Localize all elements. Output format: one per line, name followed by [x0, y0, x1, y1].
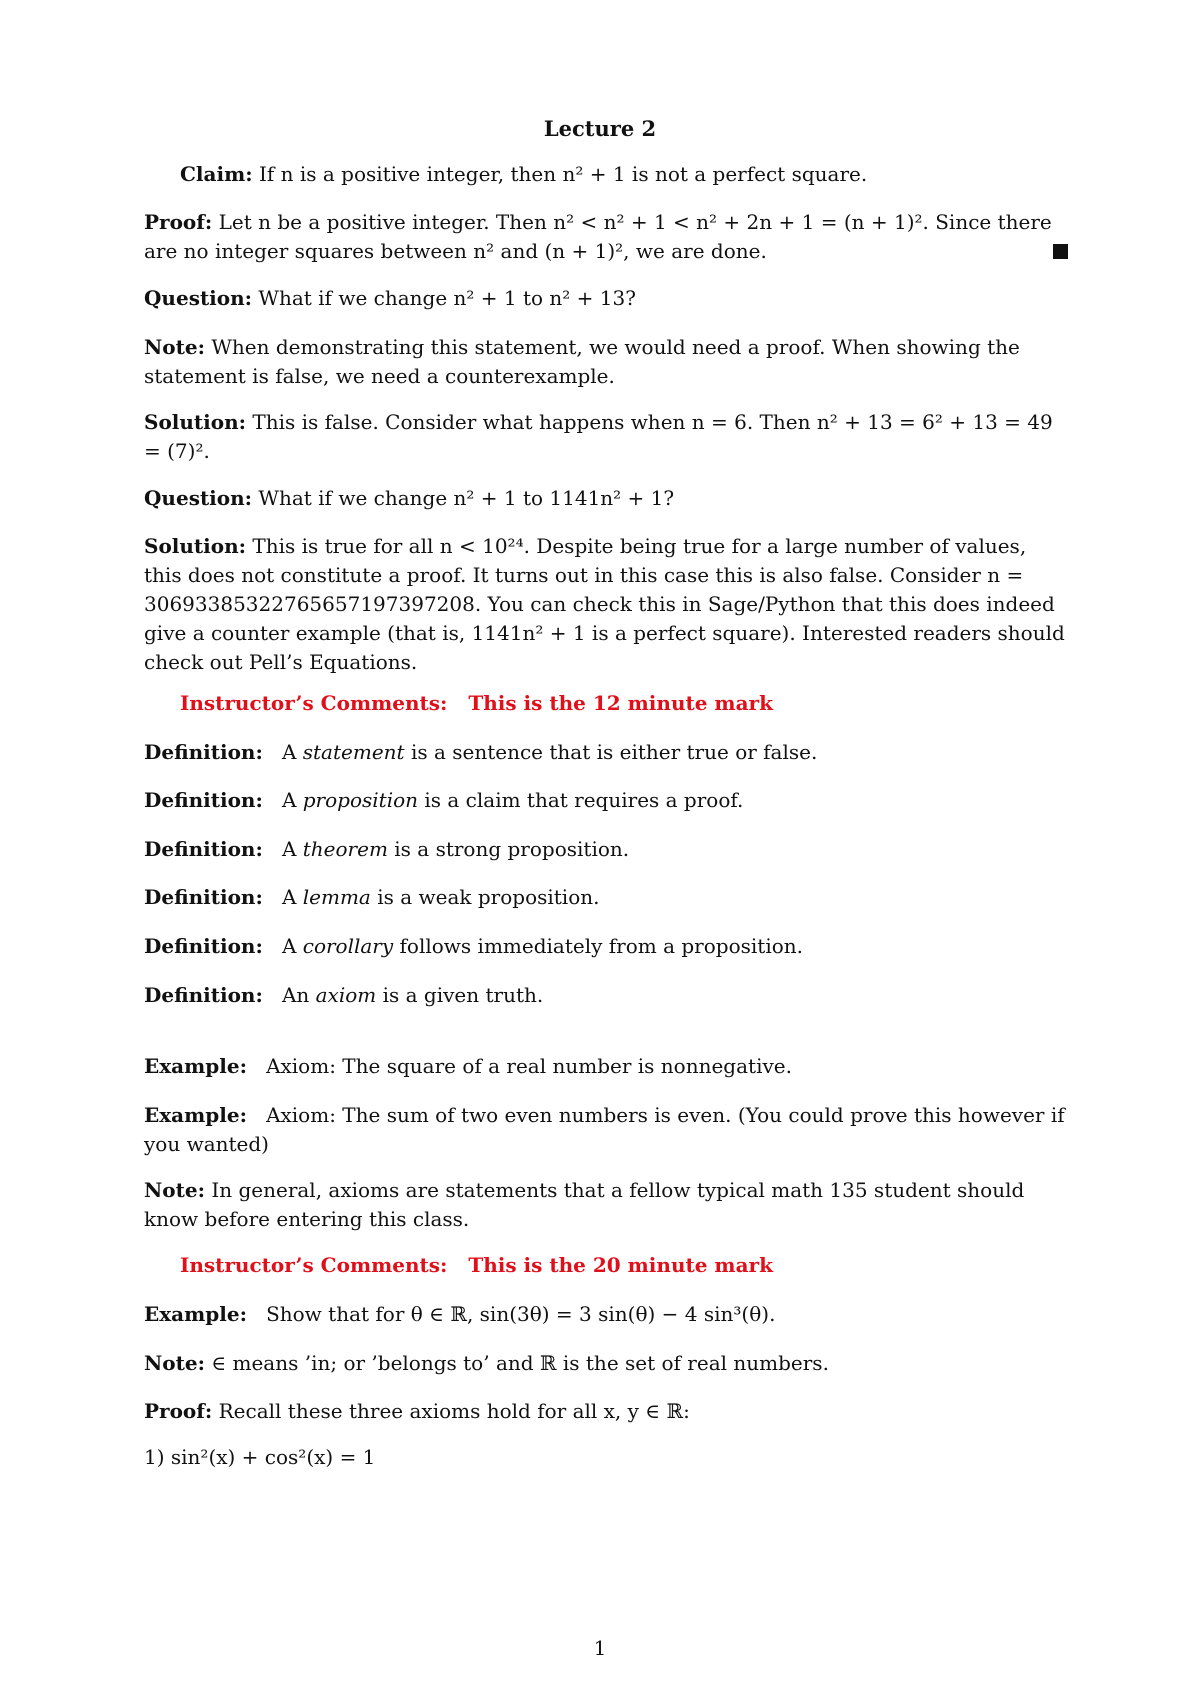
definition-text: is a strong proposition.	[394, 837, 630, 861]
definition-paragraph	[144, 738, 1068, 767]
definition-article: A	[281, 885, 297, 909]
definition-paragraph	[144, 883, 1068, 912]
definition-article: A	[281, 934, 297, 958]
proof-paragraph	[144, 208, 1068, 266]
definition-text: is a sentence that is either true or false.	[410, 740, 818, 764]
example-label: Example:	[144, 1103, 247, 1127]
claim-label: Claim:	[180, 162, 253, 186]
definition-paragraph	[144, 932, 1068, 961]
proof-text: Let n be a positive integer. Then n² < n² + 1 < n² + 2n + 1 = (n + 1)². Since there are no integer squares between n² and (n + 1)², we are done.	[144, 210, 1052, 263]
note-paragraph	[144, 1176, 1068, 1234]
solution-paragraph	[144, 408, 1068, 466]
example-text: Axiom: The square of a real number is nonnegative.	[266, 1054, 792, 1078]
example-text: Axiom: The sum of two even numbers is even. (You could prove this however if you wanted)	[144, 1103, 1065, 1156]
example-text: Show that for θ ∈ ℝ, sin(3θ) = 3 sin(θ) − 4 sin³(θ).	[266, 1302, 776, 1326]
definition-label: Definition:	[144, 983, 263, 1007]
note-label: Note:	[144, 1351, 205, 1375]
definition-term: theorem	[302, 837, 388, 861]
solution-paragraph	[144, 532, 1068, 677]
proof-paragraph	[144, 1397, 1068, 1426]
definition-article: A	[281, 740, 297, 764]
example-label: Example:	[144, 1054, 247, 1078]
example-label: Example:	[144, 1302, 247, 1326]
question-label: Question:	[144, 486, 253, 510]
proof-label: Proof:	[144, 1399, 213, 1423]
definition-text: is a weak proposition.	[377, 885, 600, 909]
question-text: What if we change n² + 1 to 1141n² + 1?	[258, 486, 675, 510]
question-text: What if we change n² + 1 to n² + 13?	[258, 286, 636, 310]
definition-label: Definition:	[144, 885, 263, 909]
instructor-comment	[180, 1251, 1104, 1280]
definition-term: axiom	[315, 983, 377, 1007]
definition-term: statement	[302, 740, 405, 764]
question-paragraph	[144, 484, 1068, 513]
solution-text: This is true for all n < 10²⁴. Despite being true for a large number of values, this does not constitute a proof. It turns out in this case this is also false. Consider n = 30693385322765657197397208. You can check this in Sage/Python that this does indeed give a counter example (that is, 1141n² + 1 is a perfect square). Interested readers should check out Pell’s Equations.	[144, 534, 1065, 674]
proof-text: Recall these three axioms hold for all x, y ∈ ℝ:	[218, 1399, 690, 1423]
definition-label: Definition:	[144, 788, 263, 812]
definition-label: Definition:	[144, 740, 263, 764]
example-paragraph	[144, 1052, 1068, 1081]
solution-text: This is false. Consider what happens when n = 6. Then n² + 13 = 6² + 13 = 49 = (7)².	[144, 410, 1053, 463]
example-paragraph	[144, 1300, 1068, 1329]
note-label: Note:	[144, 1178, 205, 1202]
comment-text: This is the 12 minute mark	[468, 691, 773, 715]
comment-label: Instructor’s Comments:	[180, 691, 448, 715]
definition-paragraph	[144, 835, 1068, 864]
comment-label: Instructor’s Comments:	[180, 1253, 448, 1277]
example-paragraph	[144, 1101, 1068, 1159]
claim-paragraph	[180, 160, 1104, 189]
solution-label: Solution:	[144, 410, 247, 434]
question-label: Question:	[144, 286, 253, 310]
definition-label: Definition:	[144, 837, 263, 861]
claim-text: If n is a positive integer, then n² + 1 is not a perfect square.	[258, 162, 868, 186]
note-paragraph	[144, 333, 1068, 391]
note-paragraph	[144, 1349, 1068, 1378]
definition-paragraph	[144, 786, 1068, 815]
comment-text: This is the 20 minute mark	[468, 1253, 773, 1277]
page-number: 1	[593, 1636, 607, 1660]
definition-label: Definition:	[144, 934, 263, 958]
note-text: ∈ means ’in; or ’belongs to’ and ℝ is the set of real numbers.	[211, 1351, 829, 1375]
definition-text: follows immediately from a proposition.	[399, 934, 803, 958]
note-label: Note:	[144, 335, 205, 359]
definition-term: corollary	[302, 934, 394, 958]
definition-article: An	[281, 983, 310, 1007]
note-text: When demonstrating this statement, we would need a proof. When showing the statement is false, we need a counterexample.	[144, 335, 1020, 388]
qed-square-icon	[1053, 244, 1068, 259]
question-paragraph	[144, 284, 1068, 313]
note-text: In general, axioms are statements that a fellow typical math 135 student should know before entering this class.	[144, 1178, 1025, 1231]
definition-article: A	[281, 788, 297, 812]
axiom-line: 1) sin²(x) + cos²(x) = 1	[144, 1445, 376, 1469]
solution-label: Solution:	[144, 534, 247, 558]
definition-article: A	[281, 837, 297, 861]
proof-label: Proof:	[144, 210, 213, 234]
definition-term: lemma	[302, 885, 371, 909]
page-title: Lecture 2	[543, 116, 657, 141]
definition-text: is a claim that requires a proof.	[424, 788, 744, 812]
instructor-comment	[180, 689, 1104, 718]
definition-term: proposition	[302, 788, 419, 812]
definition-paragraph	[144, 981, 1068, 1010]
definition-text: is a given truth.	[382, 983, 544, 1007]
